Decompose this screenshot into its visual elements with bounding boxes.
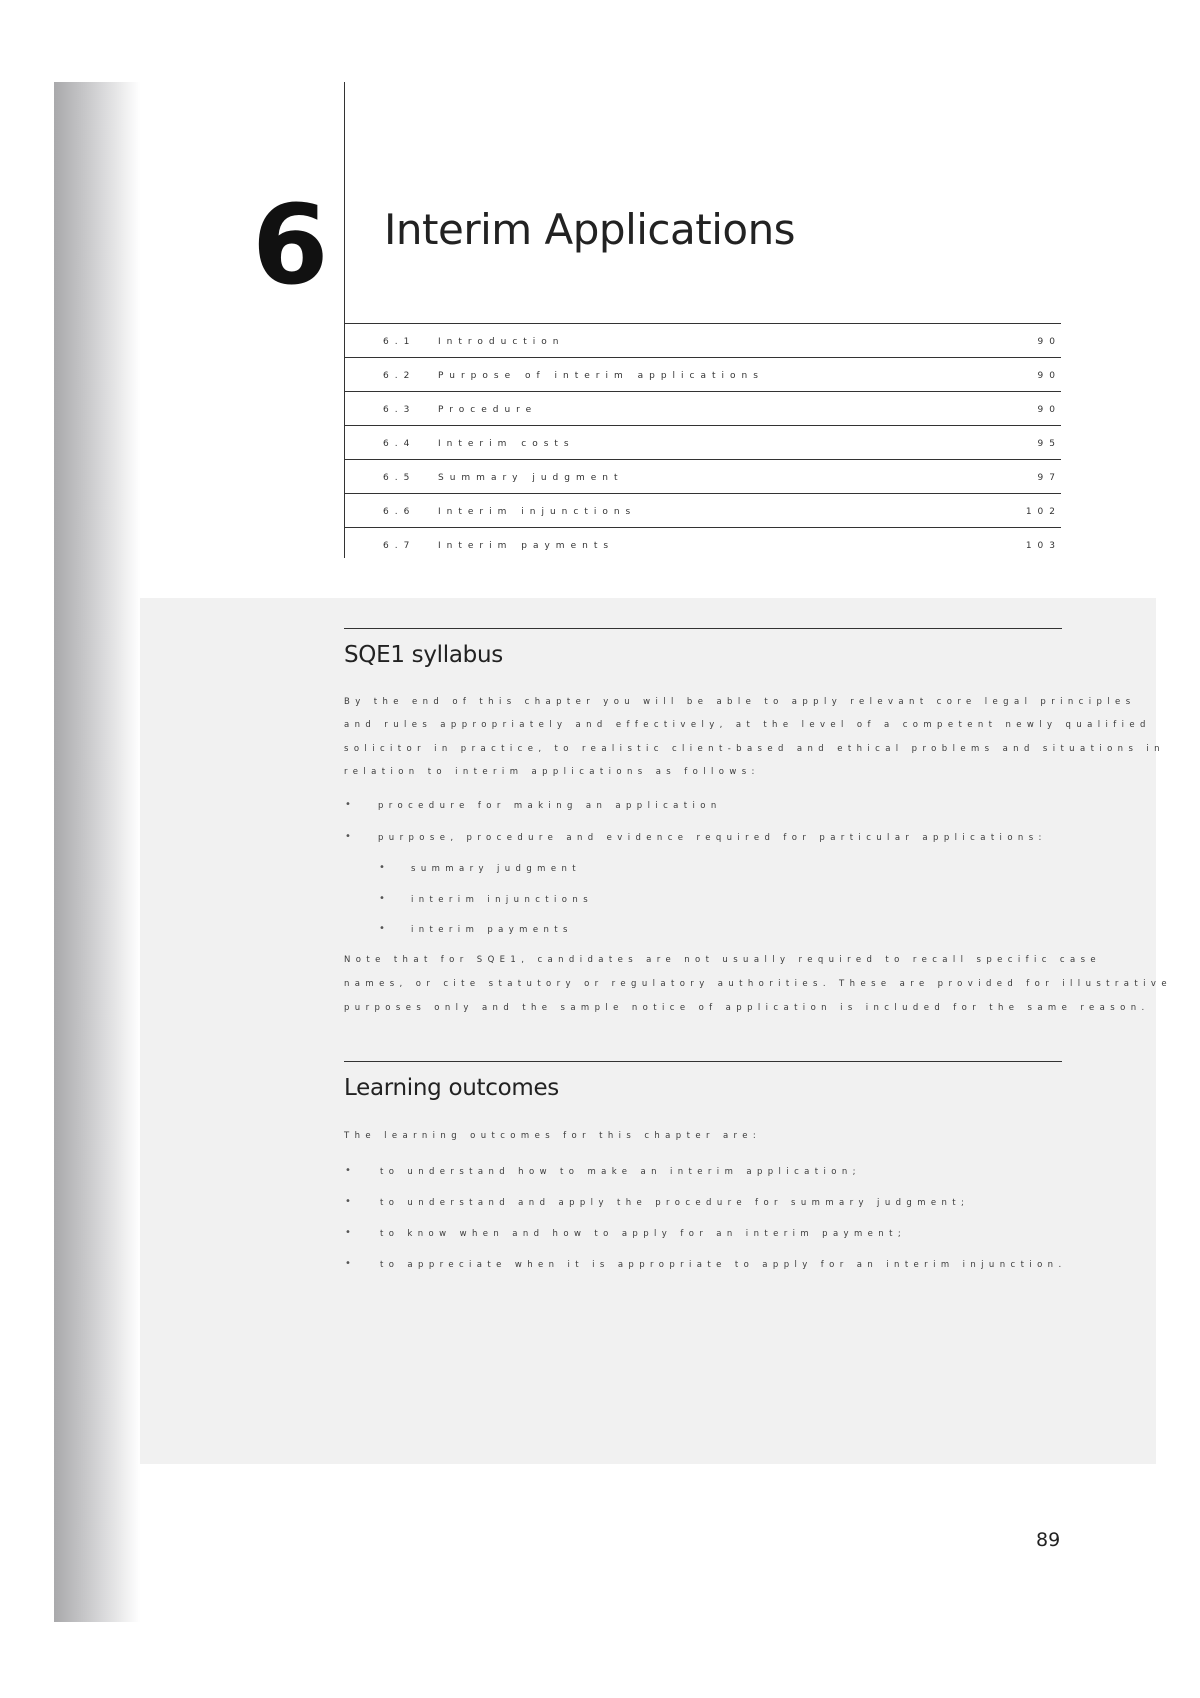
book-spine-shadow: [54, 82, 140, 1622]
chapter-number: 6: [252, 181, 325, 309]
syllabus-intro-line: relation to interim applications as follows:: [344, 767, 760, 777]
toc-section-number: 6.5: [383, 473, 416, 483]
toc-row[interactable]: [345, 426, 1061, 460]
bullet-icon: •: [379, 893, 385, 904]
toc-row[interactable]: [345, 528, 1061, 561]
toc-section-title: Summary judgment: [438, 473, 624, 483]
toc-page-number: 103: [1025, 541, 1061, 551]
bullet-icon: •: [345, 799, 351, 810]
outcome-item: to know when and how to apply for an interim payment;: [380, 1229, 907, 1239]
syllabus-sub-bullet: summary judgment: [411, 864, 581, 874]
syllabus-bullet: purpose, procedure and evidence required for particular applications:: [378, 833, 1047, 843]
toc-page-number: 97: [1037, 473, 1061, 483]
toc-section-number: 6.3: [383, 405, 416, 415]
toc-section-title: Interim payments: [438, 541, 615, 551]
outcome-item: to appreciate when it is appropriate to apply for an interim injunction.: [380, 1260, 1067, 1270]
toc-row[interactable]: [345, 358, 1061, 392]
syllabus-intro-line: and rules appropriately and effectively, at the level of a competent newly qualified: [344, 720, 1151, 730]
bullet-icon: •: [345, 831, 351, 842]
toc-section-title: Procedure: [438, 405, 538, 415]
toc-section-number: 6.7: [383, 541, 416, 551]
syllabus-intro-line: solicitor in practice, to realistic client-based and ethical problems and situations in: [344, 744, 1165, 754]
toc-section-number: 6.2: [383, 371, 416, 381]
syllabus-note-line: purposes only and the sample notice of application is included for the same reason.: [344, 1003, 1150, 1013]
bullet-icon: •: [345, 1196, 351, 1207]
section-divider: [344, 1061, 1062, 1062]
bullet-icon: •: [379, 862, 385, 873]
toc-page-number: 90: [1037, 371, 1061, 381]
table-of-contents: [345, 323, 1061, 561]
syllabus-bullet: procedure for making an application: [378, 801, 722, 811]
toc-section-number: 6.6: [383, 507, 416, 517]
syllabus-sub-bullet: interim payments: [411, 925, 573, 935]
page-number: 89: [1036, 1529, 1061, 1551]
outcomes-heading: Learning outcomes: [344, 1075, 559, 1101]
toc-section-title: Interim injunctions: [438, 507, 637, 517]
toc-row[interactable]: [345, 460, 1061, 494]
syllabus-note-line: Note that for SQE1, candidates are not usually required to recall specific case: [344, 955, 1102, 965]
bullet-icon: •: [345, 1227, 351, 1238]
section-divider: [344, 628, 1062, 629]
outcome-item: to understand and apply the procedure for summary judgment;: [380, 1198, 970, 1208]
toc-row[interactable]: [345, 324, 1061, 358]
bullet-icon: •: [379, 923, 385, 934]
outcome-item: to understand how to make an interim application;: [380, 1167, 861, 1177]
toc-row[interactable]: [345, 494, 1061, 528]
toc-page-number: 95: [1037, 439, 1061, 449]
toc-section-title: Interim costs: [438, 439, 575, 449]
outcomes-intro: The learning outcomes for this chapter are:: [344, 1131, 762, 1141]
syllabus-note-line: names, or cite statutory or regulatory authorities. These are provided for illustrative: [344, 979, 1172, 989]
syllabus-sub-bullet: interim injunctions: [411, 895, 594, 905]
toc-section-title: Introduction: [438, 337, 565, 347]
toc-section-title: Purpose of interim applications: [438, 371, 764, 381]
bullet-icon: •: [345, 1165, 351, 1176]
syllabus-intro-line: By the end of this chapter you will be able to apply relevant core legal principles: [344, 697, 1136, 707]
toc-row[interactable]: [345, 392, 1061, 426]
chapter-title: Interim Applications: [384, 205, 796, 254]
toc-page-number: 90: [1037, 405, 1061, 415]
toc-section-number: 6.1: [383, 337, 416, 347]
toc-page-number: 90: [1037, 337, 1061, 347]
bullet-icon: •: [345, 1258, 351, 1269]
toc-section-number: 6.4: [383, 439, 416, 449]
toc-page-number: 102: [1025, 507, 1061, 517]
syllabus-heading: SQE1 syllabus: [344, 642, 503, 668]
